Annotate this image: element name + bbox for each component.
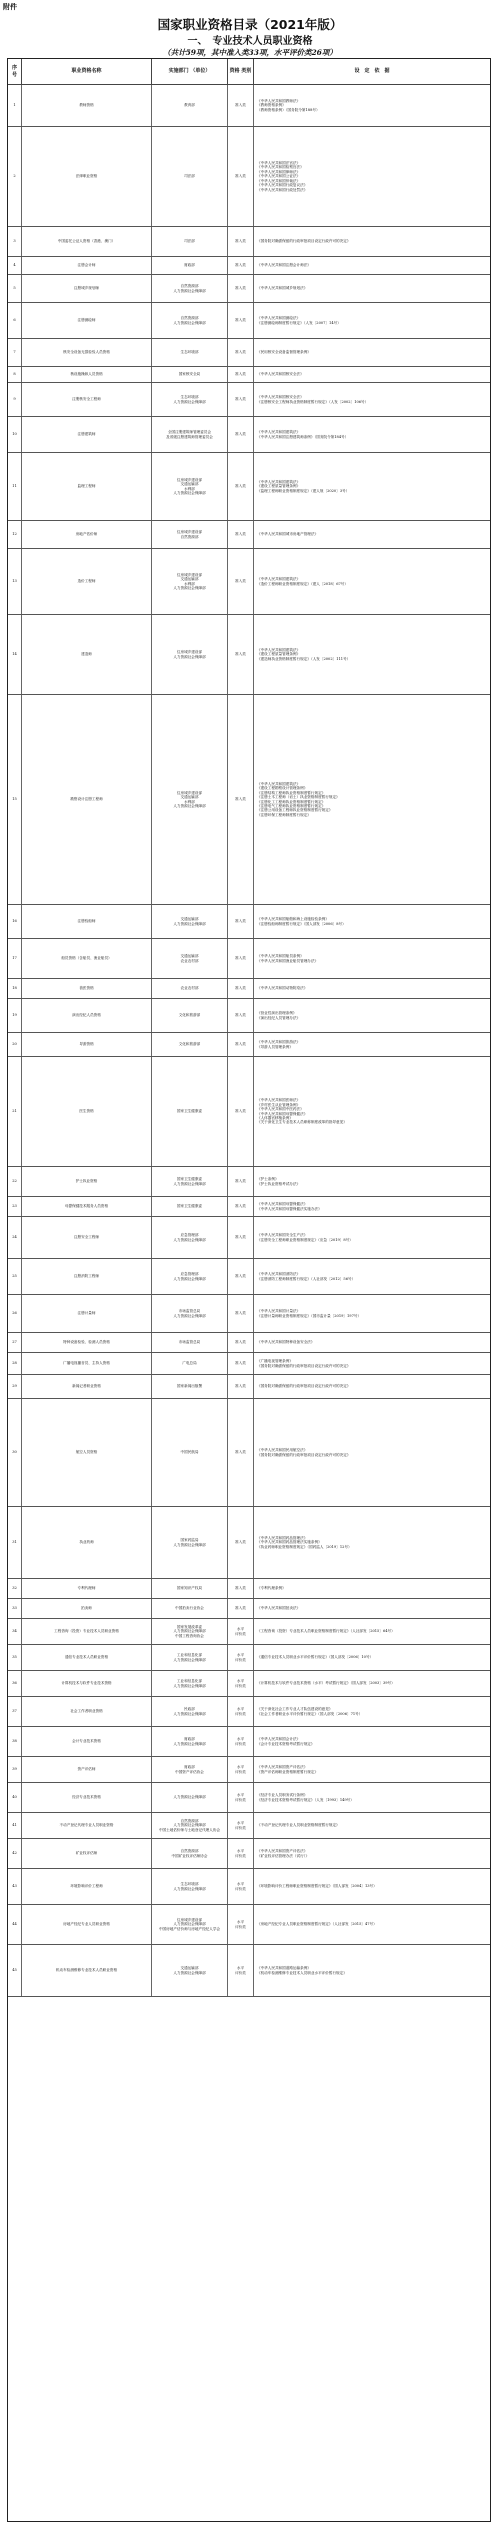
table-row	[8, 1727, 490, 1757]
cell-seq: 26	[8, 1295, 22, 1332]
cell-dept: 财政部 中国资产评估协会	[152, 1757, 228, 1782]
attachment-label: 附件	[3, 3, 17, 11]
cell-basis: 《中华人民共和国测绘法》 《注册测绘师制度暂行规定》（人发〔2007〕14号）	[257, 316, 341, 325]
table-row	[8, 1353, 490, 1375]
cell-basis: 《中华人民共和国建筑法》 《建设工程勘察设计管理条例》 《注册结构工程师执业资格制度暂行规定》 《注册土木工程师（岩土）执业资格制度暂行规定》 《注册化工工程师执业资格制度暂行规定》 《注册电气工程师执业资格制度暂行规定》 《注册公用设备工程师执业资格制度暂行规定》 《注册环保工程师制度暂行规定》	[257, 781, 340, 817]
cell-seq: 3	[8, 227, 22, 256]
cell-kind: 准入类	[228, 1507, 254, 1578]
cell-kind: 准入类	[228, 367, 254, 382]
cell-basis: 《专利代理条例》	[257, 1586, 286, 1591]
cell-name: 核设施操纵人员资格	[22, 367, 152, 382]
cell-seq: 36	[8, 1671, 22, 1696]
cell-basis: 《中华人民共和国核安全法》 《注册核安全工程师执业资格制度暂行规定》（人发〔2002〕106号）	[257, 395, 369, 404]
section-heading: 一、 专业技术人员职业资格	[187, 36, 313, 47]
cell-basis: 《通信专业技术人员职业水平评价暂行规定》（国人部发〔2006〕10号）	[257, 1655, 374, 1660]
cell-seq: 32	[8, 1579, 22, 1598]
cell-kind: 准入类	[228, 275, 254, 302]
cell-name: 广播电视播音员、主持人资格	[22, 1353, 152, 1374]
table-row	[8, 1671, 490, 1697]
cell-name: 注册验船师	[22, 905, 152, 938]
cell-name: 房地产估价师	[22, 521, 152, 548]
cell-dept: 交通运输部 人力资源社会保障部	[152, 1945, 228, 1996]
cell-kind: 准入类	[228, 1217, 254, 1258]
table-row	[8, 1619, 490, 1645]
cell-kind: 水平 评价类	[228, 1619, 254, 1644]
cell-kind: 准入类	[228, 453, 254, 520]
cell-seq: 25	[8, 1259, 22, 1294]
header-basis: 设 定 依 据	[254, 59, 490, 85]
cell-kind: 准入类	[228, 615, 254, 694]
cell-dept: 住房城乡建设部 交通运输部 水利部 人力资源社会保障部	[152, 453, 228, 520]
cell-kind: 准入类	[228, 1197, 254, 1216]
cell-name: 计算机技术与软件专业技术资格	[22, 1671, 152, 1696]
table-row	[8, 1375, 490, 1399]
cell-seq: 6	[8, 303, 22, 338]
qualification-table	[7, 58, 491, 2522]
cell-seq: 34	[8, 1619, 22, 1644]
cell-basis: 《中华人民共和国注册会计师法》	[257, 263, 311, 268]
cell-kind: 准入类	[228, 1033, 254, 1056]
cell-seq: 22	[8, 1167, 22, 1196]
cell-seq: 14	[8, 615, 22, 694]
cell-dept: 国家核安全局	[152, 367, 228, 382]
cell-kind: 准入类	[228, 127, 254, 226]
cell-dept: 生态环境部	[152, 339, 228, 366]
cell-basis: 《中华人民共和国建筑法》 《中华人民共和国注册建筑师条例》（国务院令第184号）	[257, 430, 349, 439]
cell-kind: 准入类	[228, 695, 254, 904]
cell-seq: 40	[8, 1783, 22, 1812]
cell-dept: 教育部	[152, 85, 228, 126]
cell-dept: 生态环境部 人力资源社会保障部	[152, 383, 228, 416]
cell-seq: 42	[8, 1839, 22, 1868]
cell-kind: 准入类	[228, 1259, 254, 1294]
cell-name: 注册建筑师	[22, 417, 152, 452]
cell-basis: 《中华人民共和国母婴保健法》 《中华人民共和国母婴保健法实施办法》	[257, 1202, 322, 1211]
cell-basis: 《中华人民共和国建筑法》 《造价工程师职业资格制度规定》（建人〔2018〕67号）	[257, 577, 348, 586]
cell-basis: 《关于深化社会工作专业人才队伍建设的意见》 《社会工作者职业水平评价暂行规定》（国人部发〔2006〕71号）	[257, 1707, 363, 1716]
cell-name: 注册计量师	[22, 1295, 152, 1332]
cell-dept: 国家药监局 人力资源社会保障部	[152, 1507, 228, 1578]
cell-kind: 准入类	[228, 1399, 254, 1506]
table-row	[8, 549, 490, 615]
cell-dept: 广电总局	[152, 1353, 228, 1374]
table-row	[8, 999, 490, 1033]
cell-kind: 水平 评价类	[228, 1671, 254, 1696]
table-row	[8, 85, 490, 127]
cell-basis: 《中华人民共和国动物防疫法》	[257, 986, 308, 991]
cell-kind: 准入类	[228, 227, 254, 256]
cell-kind: 水平 评价类	[228, 1905, 254, 1944]
cell-basis: 《中华人民共和国城乡规划法》	[257, 286, 308, 291]
cell-name: 会计专业技术资格	[22, 1727, 152, 1756]
cell-name: 兽医资格	[22, 979, 152, 998]
cell-seq: 10	[8, 417, 22, 452]
cell-dept: 农业农村部	[152, 979, 228, 998]
cell-dept: 财政部 人力资源社会保障部	[152, 1727, 228, 1756]
cell-seq: 1	[8, 85, 22, 126]
table-row	[8, 615, 490, 695]
cell-basis: 《中华人民共和国城市房地产管理法》	[257, 532, 319, 537]
cell-dept: 自然资源部 人力资源社会保障部 中国土地估价师与土地登记代理人协会	[152, 1813, 228, 1838]
cell-kind: 水平 评价类	[228, 1869, 254, 1904]
table-row	[8, 303, 490, 339]
cell-kind: 准入类	[228, 339, 254, 366]
cell-seq: 37	[8, 1697, 22, 1726]
cell-name: 注册测绘师	[22, 303, 152, 338]
cell-seq: 8	[8, 367, 22, 382]
cell-dept: 住房城乡建设部 人力资源社会保障部	[152, 615, 228, 694]
cell-kind: 准入类	[228, 939, 254, 978]
cell-basis: 《工程咨询（投资）专业技术人员职业资格制度暂行规定》（人社部发〔2015〕64号）	[257, 1629, 395, 1634]
cell-name: 注册城乡规划师	[22, 275, 152, 302]
cell-basis: 《不动产登记代理专业人员职业资格制度暂行规定》	[257, 1823, 340, 1828]
section-summary: （共计59项，其中准入类33项，水平评价类26项）	[163, 48, 337, 57]
table-row	[8, 1507, 490, 1579]
cell-dept: 自然资源部 中国矿业权评估师协会	[152, 1839, 228, 1868]
cell-name: 航空人员资格	[22, 1399, 152, 1506]
cell-seq: 13	[8, 549, 22, 614]
cell-name: 教师资格	[22, 85, 152, 126]
cell-seq: 24	[8, 1217, 22, 1258]
table-row	[8, 1295, 490, 1333]
cell-basis: 《民用核安全设备监督管理条例》	[257, 350, 311, 355]
table-row	[8, 275, 490, 303]
cell-dept: 住房城乡建设部 交通运输部 水利部 人力资源社会保障部	[152, 695, 228, 904]
cell-kind: 准入类	[228, 257, 254, 274]
cell-name: 护士执业资格	[22, 1167, 152, 1196]
table-row	[8, 1599, 490, 1619]
cell-dept: 中国民航局	[152, 1399, 228, 1506]
cell-dept: 市场监管总局 人力资源社会保障部	[152, 1295, 228, 1332]
cell-seq: 20	[8, 1033, 22, 1056]
cell-seq: 9	[8, 383, 22, 416]
header-name: 职业资格名称	[22, 59, 152, 85]
cell-dept: 文化和旅游部	[152, 999, 228, 1032]
cell-name: 房地产经纪专业人员职业资格	[22, 1905, 152, 1944]
cell-kind: 准入类	[228, 383, 254, 416]
cell-dept: 住房城乡建设部 自然资源部	[152, 521, 228, 548]
cell-dept: 国家知识产权局	[152, 1579, 228, 1598]
table-row	[8, 1757, 490, 1783]
cell-dept: 自然资源部 人力资源社会保障部	[152, 275, 228, 302]
cell-name: 核安全设备无损检验人员资格	[22, 339, 152, 366]
cell-seq: 38	[8, 1727, 22, 1756]
cell-dept: 国家发展改革委 人力资源社会保障部 中国工程咨询协会	[152, 1619, 228, 1644]
table-row	[8, 1579, 490, 1599]
cell-seq: 23	[8, 1197, 22, 1216]
table-row	[8, 383, 490, 417]
cell-seq: 2	[8, 127, 22, 226]
cell-kind: 准入类	[228, 417, 254, 452]
cell-kind: 水平 评价类	[228, 1945, 254, 1996]
cell-name: 导游资格	[22, 1033, 152, 1056]
table-row	[8, 367, 490, 383]
cell-kind: 准入类	[228, 1375, 254, 1398]
cell-name: 注册核安全工程师	[22, 383, 152, 416]
page-title: 国家职业资格目录（2021年版）	[157, 17, 343, 32]
cell-kind: 准入类	[228, 1057, 254, 1166]
cell-name: 通信专业技术人员职业资格	[22, 1645, 152, 1670]
cell-basis: 《房地产经纪专业人员职业资格制度暂行规定》（人社部发〔2015〕47号）	[257, 1922, 377, 1927]
cell-kind: 准入类	[228, 1295, 254, 1332]
header-kind: 资格 类别	[228, 59, 254, 85]
cell-basis: 《中华人民共和国拍卖法》	[257, 1606, 301, 1611]
cell-seq: 5	[8, 275, 22, 302]
cell-name: 母婴保健技术服务人员资格	[22, 1197, 152, 1216]
cell-name: 造价工程师	[22, 549, 152, 614]
cell-seq: 30	[8, 1399, 22, 1506]
table-row	[8, 695, 490, 905]
table-row	[8, 1259, 490, 1295]
cell-name: 社会工作者职业资格	[22, 1697, 152, 1726]
cell-name: 演出经纪人员资格	[22, 999, 152, 1032]
table-row	[8, 127, 490, 227]
cell-basis: 《中华人民共和国医师法》 《乡村医生从业管理条例》 《中华人民共和国中医药法》 《中华人民共和国母婴保健法》 《人体器官移植条例》 《关于深化卫生专业技术人员职称制度改革的指导意见》	[257, 1098, 347, 1125]
table-row	[8, 1197, 490, 1217]
cell-dept: 司法部	[152, 227, 228, 256]
cell-seq: 7	[8, 339, 22, 366]
cell-basis: 《计算机技术与软件专业技术资格（水平）考试暂行规定》（国人部发〔2003〕39号）	[257, 1681, 395, 1686]
cell-seq: 31	[8, 1507, 22, 1578]
cell-basis: 《中华人民共和国计量法》 《注册计量师职业资格制度规定》（国市监计量〔2019〕197号）	[257, 1309, 362, 1318]
cell-basis: 《营业性演出管理条例》 《演出经纪人员管理办法》	[257, 1011, 301, 1020]
cell-seq: 11	[8, 453, 22, 520]
cell-basis: 《护士条例》 《护士执业资格考试办法》	[257, 1177, 301, 1186]
cell-name: 不动产登记代理专业人员职业资格	[22, 1813, 152, 1838]
cell-seq: 45	[8, 1945, 22, 1996]
cell-kind: 准入类	[228, 1599, 254, 1618]
cell-basis: 《国务院对确需保留的行政审批项目设定行政许可的决定》	[257, 1384, 351, 1389]
cell-dept: 司法部	[152, 127, 228, 226]
table-row	[8, 979, 490, 999]
cell-name: 监理工程师	[22, 453, 152, 520]
cell-kind: 准入类	[228, 1579, 254, 1598]
cell-dept: 市场监管总局	[152, 1333, 228, 1352]
cell-dept: 国家卫生健康委	[152, 1057, 228, 1166]
cell-name: 特种设备检验、检测人员资格	[22, 1333, 152, 1352]
cell-name: 执业药师	[22, 1507, 152, 1578]
cell-kind: 准入类	[228, 1167, 254, 1196]
cell-dept: 全国注册建筑师管理委员会 及省级注册建筑师管理委员会	[152, 417, 228, 452]
cell-basis: 《中华人民共和国会计法》 《会计专业技术资格考试暂行规定》	[257, 1737, 315, 1746]
cell-basis: 《环境影响评价工程师职业资格制度暂行规定》（国人部发〔2004〕13号）	[257, 1884, 377, 1889]
cell-name: 专利代理师	[22, 1579, 152, 1598]
cell-seq: 41	[8, 1813, 22, 1838]
cell-dept: 工业和信息化部 人力资源社会保障部	[152, 1645, 228, 1670]
cell-basis: 《中华人民共和国特种设备安全法》	[257, 1340, 315, 1345]
cell-dept: 国家卫生健康委	[152, 1197, 228, 1216]
cell-dept: 中国拍卖行业协会	[152, 1599, 228, 1618]
cell-kind: 准入类	[228, 1353, 254, 1374]
cell-basis: 《经济专业人员职务试行条例》 《经济专业技术资格考试暂行规定》（人发〔1993〕149号）	[257, 1793, 354, 1802]
cell-kind: 水平 评价类	[228, 1757, 254, 1782]
cell-kind: 准入类	[228, 905, 254, 938]
cell-seq: 28	[8, 1353, 22, 1374]
cell-basis: 《中华人民共和国建筑法》 《建设工程质量管理条例》 《监理工程师职业资格制度规定》（建人规〔2020〕3号）	[257, 479, 350, 493]
cell-name: 工程咨询（投资）专业技术人员职业资格	[22, 1619, 152, 1644]
table-row	[8, 1839, 490, 1869]
header-dept: 实施部门 （单位）	[152, 59, 228, 85]
header-seq: 序 号	[8, 59, 22, 85]
cell-seq: 39	[8, 1757, 22, 1782]
cell-dept: 财政部	[152, 257, 228, 274]
cell-name: 机动车检测维修专业技术人员职业资格	[22, 1945, 152, 1996]
cell-name: 矿业权评估师	[22, 1839, 152, 1868]
cell-name: 中国委托公证人资格（香港、澳门）	[22, 227, 152, 256]
cell-basis: 《中华人民共和国教师法》 《教师资格条例》 （教师资格条例）（国务院令第188号）	[257, 98, 320, 112]
cell-seq: 33	[8, 1599, 22, 1618]
cell-seq: 27	[8, 1333, 22, 1352]
table-row	[8, 1813, 490, 1839]
cell-seq: 16	[8, 905, 22, 938]
cell-kind: 准入类	[228, 303, 254, 338]
table-row	[8, 1869, 490, 1905]
cell-name: 注册安全工程师	[22, 1217, 152, 1258]
cell-dept: 文化和旅游部	[152, 1033, 228, 1056]
cell-seq: 29	[8, 1375, 22, 1398]
cell-dept: 交通运输部 人力资源社会保障部	[152, 905, 228, 938]
table-row	[8, 1217, 490, 1259]
cell-name: 建造师	[22, 615, 152, 694]
cell-kind: 水平 评价类	[228, 1813, 254, 1838]
cell-basis: 《中华人民共和国旅游法》 《导游人员管理条例》	[257, 1040, 301, 1049]
cell-name: 法律职业资格	[22, 127, 152, 226]
table-row	[8, 1057, 490, 1167]
cell-kind: 准入类	[228, 999, 254, 1032]
cell-kind: 水平 评价类	[228, 1727, 254, 1756]
cell-name: 船员资格（含船员、渔业船员）	[22, 939, 152, 978]
table-row	[8, 939, 490, 979]
cell-basis: 《中华人民共和国资产评估法》 《矿业权评估管理办法（试行）》	[257, 1849, 310, 1858]
cell-name: 新闻记者职业资格	[22, 1375, 152, 1398]
cell-basis: 《中华人民共和国船舶和海上设施检验条例》 《注册验船师制度暂行规定》（国人部发〔2006〕8号）	[257, 917, 346, 926]
cell-dept: 国家卫生健康委 人力资源社会保障部	[152, 1167, 228, 1196]
cell-basis: 《中华人民共和国建筑法》 《建设工程质量管理条例》 《建造师执业资格制度暂行规定》（人发〔2002〕111号）	[257, 647, 351, 661]
cell-dept: 生态环境部 人力资源社会保障部	[152, 1869, 228, 1904]
cell-kind: 准入类	[228, 979, 254, 998]
cell-kind: 准入类	[228, 1333, 254, 1352]
cell-seq: 4	[8, 257, 22, 274]
table-row	[8, 905, 490, 939]
table-row	[8, 257, 490, 275]
cell-seq: 19	[8, 999, 22, 1032]
table-row	[8, 1645, 490, 1671]
cell-seq: 17	[8, 939, 22, 978]
cell-kind: 水平 评价类	[228, 1697, 254, 1726]
table-row	[8, 453, 490, 521]
cell-basis: 《中华人民共和国消防法》 《注册消防工程师制度暂行规定》（人社部发〔2012〕56号）	[257, 1272, 356, 1281]
cell-seq: 44	[8, 1905, 22, 1944]
table-row	[8, 1783, 490, 1813]
table-row	[8, 1697, 490, 1727]
cell-kind: 准入类	[228, 85, 254, 126]
cell-basis: 《中华人民共和国药品管理法》 《中华人民共和国药品管理法实施条例》 《执业药师职业资格制度规定》（国药监人〔2019〕12号）	[257, 1535, 352, 1549]
cell-seq: 43	[8, 1869, 22, 1904]
cell-basis: 《中华人民共和国核安全法》	[257, 372, 304, 377]
cell-dept: 应急管理部 人力资源社会保障部	[152, 1217, 228, 1258]
table-row	[8, 339, 490, 367]
cell-dept: 国家新闻出版署	[152, 1375, 228, 1398]
cell-kind: 水平 评价类	[228, 1645, 254, 1670]
cell-dept: 民政部 人力资源社会保障部	[152, 1697, 228, 1726]
cell-name: 注册会计师	[22, 257, 152, 274]
table-row	[8, 1905, 490, 1945]
table-row	[8, 417, 490, 453]
cell-basis: 《广播电视管理条例》 《国务院对确需保留的行政审批项目设定行政许可的决定》	[257, 1359, 351, 1368]
cell-dept: 交通运输部 农业农村部	[152, 939, 228, 978]
table-row	[8, 1033, 490, 1057]
cell-name: 环境影响评价工程师	[22, 1869, 152, 1904]
table-row	[8, 1945, 490, 1997]
cell-name: 勘察设计注册工程师	[22, 695, 152, 904]
cell-seq: 15	[8, 695, 22, 904]
table-row	[8, 1167, 490, 1197]
cell-basis: 《中华人民共和国民用航空法》 《国务院对确需保留的行政审批项目设定行政许可的决定》	[257, 1448, 351, 1457]
cell-basis: 《中华人民共和国法官法》 《中华人民共和国检察官法》 《中华人民共和国律师法》 《中华人民共和国公证法》 《中华人民共和国仲裁法》 《中华人民共和国行政复议法》 《中华人民共和国行政处罚法》	[257, 160, 308, 192]
cell-kind: 水平 评价类	[228, 1839, 254, 1868]
cell-dept: 住房城乡建设部 交通运输部 水利部 人力资源社会保障部	[152, 549, 228, 614]
cell-kind: 准入类	[228, 549, 254, 614]
table-row	[8, 1333, 490, 1353]
cell-dept: 人力资源社会保障部	[152, 1783, 228, 1812]
table-row	[8, 521, 490, 549]
cell-basis: 《国务院对确需保留的行政审批项目设定行政许可的决定》	[257, 239, 351, 244]
cell-dept: 应急管理部 人力资源社会保障部	[152, 1259, 228, 1294]
cell-name: 医生资格	[22, 1057, 152, 1166]
cell-kind: 准入类	[228, 521, 254, 548]
table-row	[8, 227, 490, 257]
cell-name: 注册消防工程师	[22, 1259, 152, 1294]
cell-seq: 35	[8, 1645, 22, 1670]
cell-dept: 自然资源部 人力资源社会保障部	[152, 303, 228, 338]
cell-seq: 21	[8, 1057, 22, 1166]
cell-kind: 水平 评价类	[228, 1783, 254, 1812]
cell-basis: 《中华人民共和国道路运输条例》 《机动车检测维修专业技术人员职业水平评价暂行规定》	[257, 1966, 347, 1975]
table-row	[8, 1399, 490, 1507]
cell-name: 资产评估师	[22, 1757, 152, 1782]
cell-basis: 《中华人民共和国安全生产法》 《注册安全工程师职业资格制度规定》（应急〔2019〕8号）	[257, 1233, 353, 1242]
cell-name: 拍卖师	[22, 1599, 152, 1618]
cell-seq: 12	[8, 521, 22, 548]
cell-basis: 《中华人民共和国船员条例》 《中华人民共和国渔业船员管理办法》	[257, 954, 319, 963]
cell-name: 经济专业技术资格	[22, 1783, 152, 1812]
cell-seq: 18	[8, 979, 22, 998]
cell-dept: 工业和信息化部 人力资源社会保障部	[152, 1671, 228, 1696]
cell-basis: 《中华人民共和国资产评估法》 《资产评估师职业资格制度暂行规定》	[257, 1765, 319, 1774]
cell-dept: 住房城乡建设部 人力资源社会保障部 中国房地产估价师与房地产经纪人学会	[152, 1905, 228, 1944]
